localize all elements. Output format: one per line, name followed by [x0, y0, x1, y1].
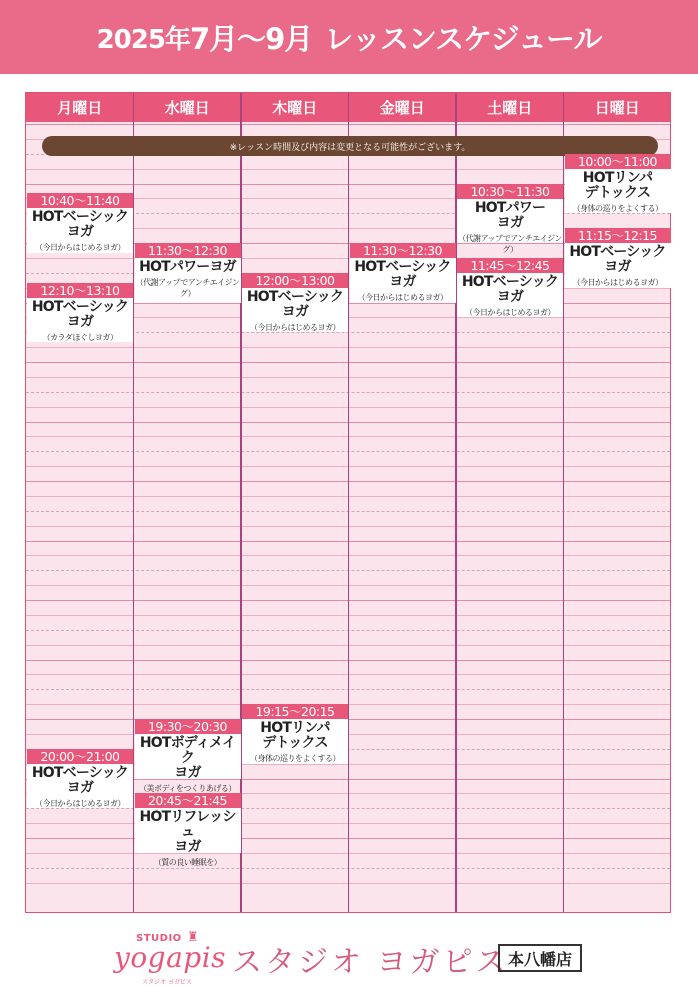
lesson-name [457, 273, 563, 305]
lesson-name-line: HOTベーシック [31, 764, 129, 781]
lesson-card [135, 719, 241, 793]
page-title [0, 0, 698, 74]
logo-studio: STUDIO [136, 933, 182, 944]
branch-badge: 本八幡店 [498, 944, 582, 972]
lesson-description: （今日からはじめるヨガ） [572, 278, 663, 288]
title-label: レッスンスケジュール [324, 21, 602, 56]
lesson-card [457, 258, 563, 318]
lesson-description: （質の良い睡眠を） [153, 858, 222, 868]
lesson-name-line: HOTベーシック [354, 259, 451, 275]
column-divider [240, 93, 241, 912]
lesson-description: （今日からはじめるヨガ） [357, 293, 448, 302]
column-divider [348, 93, 349, 912]
day-header: 月曜日 [57, 99, 103, 117]
lesson-card [242, 704, 348, 764]
lesson-name-line: HOTリンパ [582, 169, 653, 186]
lesson-name [457, 199, 563, 231]
lesson-name [565, 169, 671, 201]
day-header: 金曜日 [379, 99, 425, 117]
lesson-description: （代謝アップでアンチエイジング） [135, 278, 240, 298]
lesson-description: （代謝アップでアンチエイジング） [458, 233, 562, 254]
lesson-name-line: ヨガ [174, 839, 201, 856]
lesson-card [27, 193, 133, 253]
lesson-name-line: HOTボディメイク [139, 735, 236, 766]
lesson-description: （身体の巡りをよくする） [250, 754, 340, 764]
lesson-time: 11:30〜12:30 [350, 243, 456, 258]
lesson-description: （今日からはじめるヨガ） [464, 307, 556, 317]
lesson-name-line: HOTパワー [474, 199, 546, 216]
logo-bell-icon: ♜ [187, 930, 199, 945]
lesson-name-line: HOTベーシック [246, 288, 344, 305]
logo-kana: スタジオ ヨガピス [142, 979, 192, 986]
lesson-name-line: ヨガ [66, 779, 94, 796]
lesson-name-line: HOTベーシック [31, 209, 129, 226]
lesson-card [27, 283, 133, 343]
day-header: 木曜日 [272, 99, 318, 117]
lesson-name [135, 808, 241, 855]
lesson-time: 20:45〜21:45 [135, 793, 241, 808]
lesson-description: （今日からはじめるヨガ） [249, 322, 341, 332]
lesson-time: 10:30〜11:30 [457, 184, 563, 199]
lesson-name-line: HOTベーシック [461, 273, 559, 290]
lesson-name [27, 298, 133, 330]
lesson-card [565, 228, 671, 288]
schedule-grid [25, 92, 671, 913]
lesson-description: （今日からはじめるヨガ） [34, 243, 126, 253]
logo-yogapis: yogapis [114, 941, 227, 974]
day-header: 日曜日 [594, 99, 640, 117]
lesson-name-line: HOTリンパ [260, 720, 330, 737]
lesson-name-line: デトックス [262, 735, 328, 752]
lesson-name [135, 734, 241, 781]
day-header: 土曜日 [487, 99, 533, 117]
lesson-name [27, 208, 133, 240]
lesson-name [242, 288, 348, 320]
lesson-time: 11:30〜12:30 [135, 243, 241, 258]
lesson-name-line: ヨガ [281, 303, 309, 320]
lesson-name-line: デトックス [584, 184, 651, 201]
lesson-card [565, 154, 671, 214]
lesson-card [27, 749, 133, 809]
lesson-time: 11:45〜12:45 [457, 258, 563, 273]
lesson-name [135, 258, 241, 275]
lesson-description: （今日からはじめるヨガ） [34, 798, 126, 808]
lesson-card [457, 183, 563, 254]
lesson-description: （美ボディをつくりあげる） [139, 784, 236, 793]
lesson-time: 11:15〜12:15 [565, 228, 671, 243]
lesson-description: （カラダほぐしヨガ） [42, 332, 118, 342]
lesson-time: 10:00〜11:00 [565, 154, 671, 169]
lesson-time: 12:10〜13:10 [27, 283, 133, 298]
lesson-card [135, 793, 241, 868]
lesson-name-line: ヨガ [496, 214, 524, 231]
day-header: 水曜日 [164, 99, 210, 117]
lesson-name-line: HOTパワーヨガ [139, 259, 236, 275]
title-year: 2025年 [96, 24, 190, 55]
lesson-name-line: ヨガ [496, 288, 524, 305]
schedule-notice: ※レッスン時間及び内容は変更となる可能性がございます。 [42, 136, 658, 156]
lesson-name-line: HOTベーシック [569, 244, 666, 261]
lesson-name-line: ヨガ [389, 274, 416, 290]
lesson-time: 12:00〜13:00 [242, 273, 348, 288]
footer [0, 925, 698, 987]
lesson-name [242, 719, 348, 751]
lesson-card [242, 273, 348, 333]
lesson-name-line: ヨガ [66, 224, 94, 241]
lesson-time: 19:30〜20:30 [135, 719, 241, 734]
lesson-time: 20:00〜21:00 [27, 749, 133, 764]
lesson-description: （身体の巡りをよくする） [572, 203, 663, 213]
studio-name: スタジオ ヨガピス [232, 945, 509, 980]
lesson-card [135, 243, 241, 303]
lesson-name-line: ヨガ [174, 765, 201, 781]
lesson-name-line: ヨガ [66, 313, 94, 330]
lesson-name [27, 764, 133, 796]
lesson-name-line: HOTベーシック [31, 298, 129, 315]
column-divider [563, 93, 564, 912]
lesson-card [350, 243, 456, 303]
title-period: 7月〜9月 [189, 21, 313, 56]
lesson-name-line: HOTリフレッシュ [139, 809, 236, 841]
lesson-name [565, 243, 671, 275]
lesson-name [350, 258, 456, 290]
lesson-time: 19:15〜20:15 [242, 704, 348, 719]
lesson-time: 10:40〜11:40 [27, 193, 133, 208]
lesson-name-line: ヨガ [604, 259, 631, 276]
